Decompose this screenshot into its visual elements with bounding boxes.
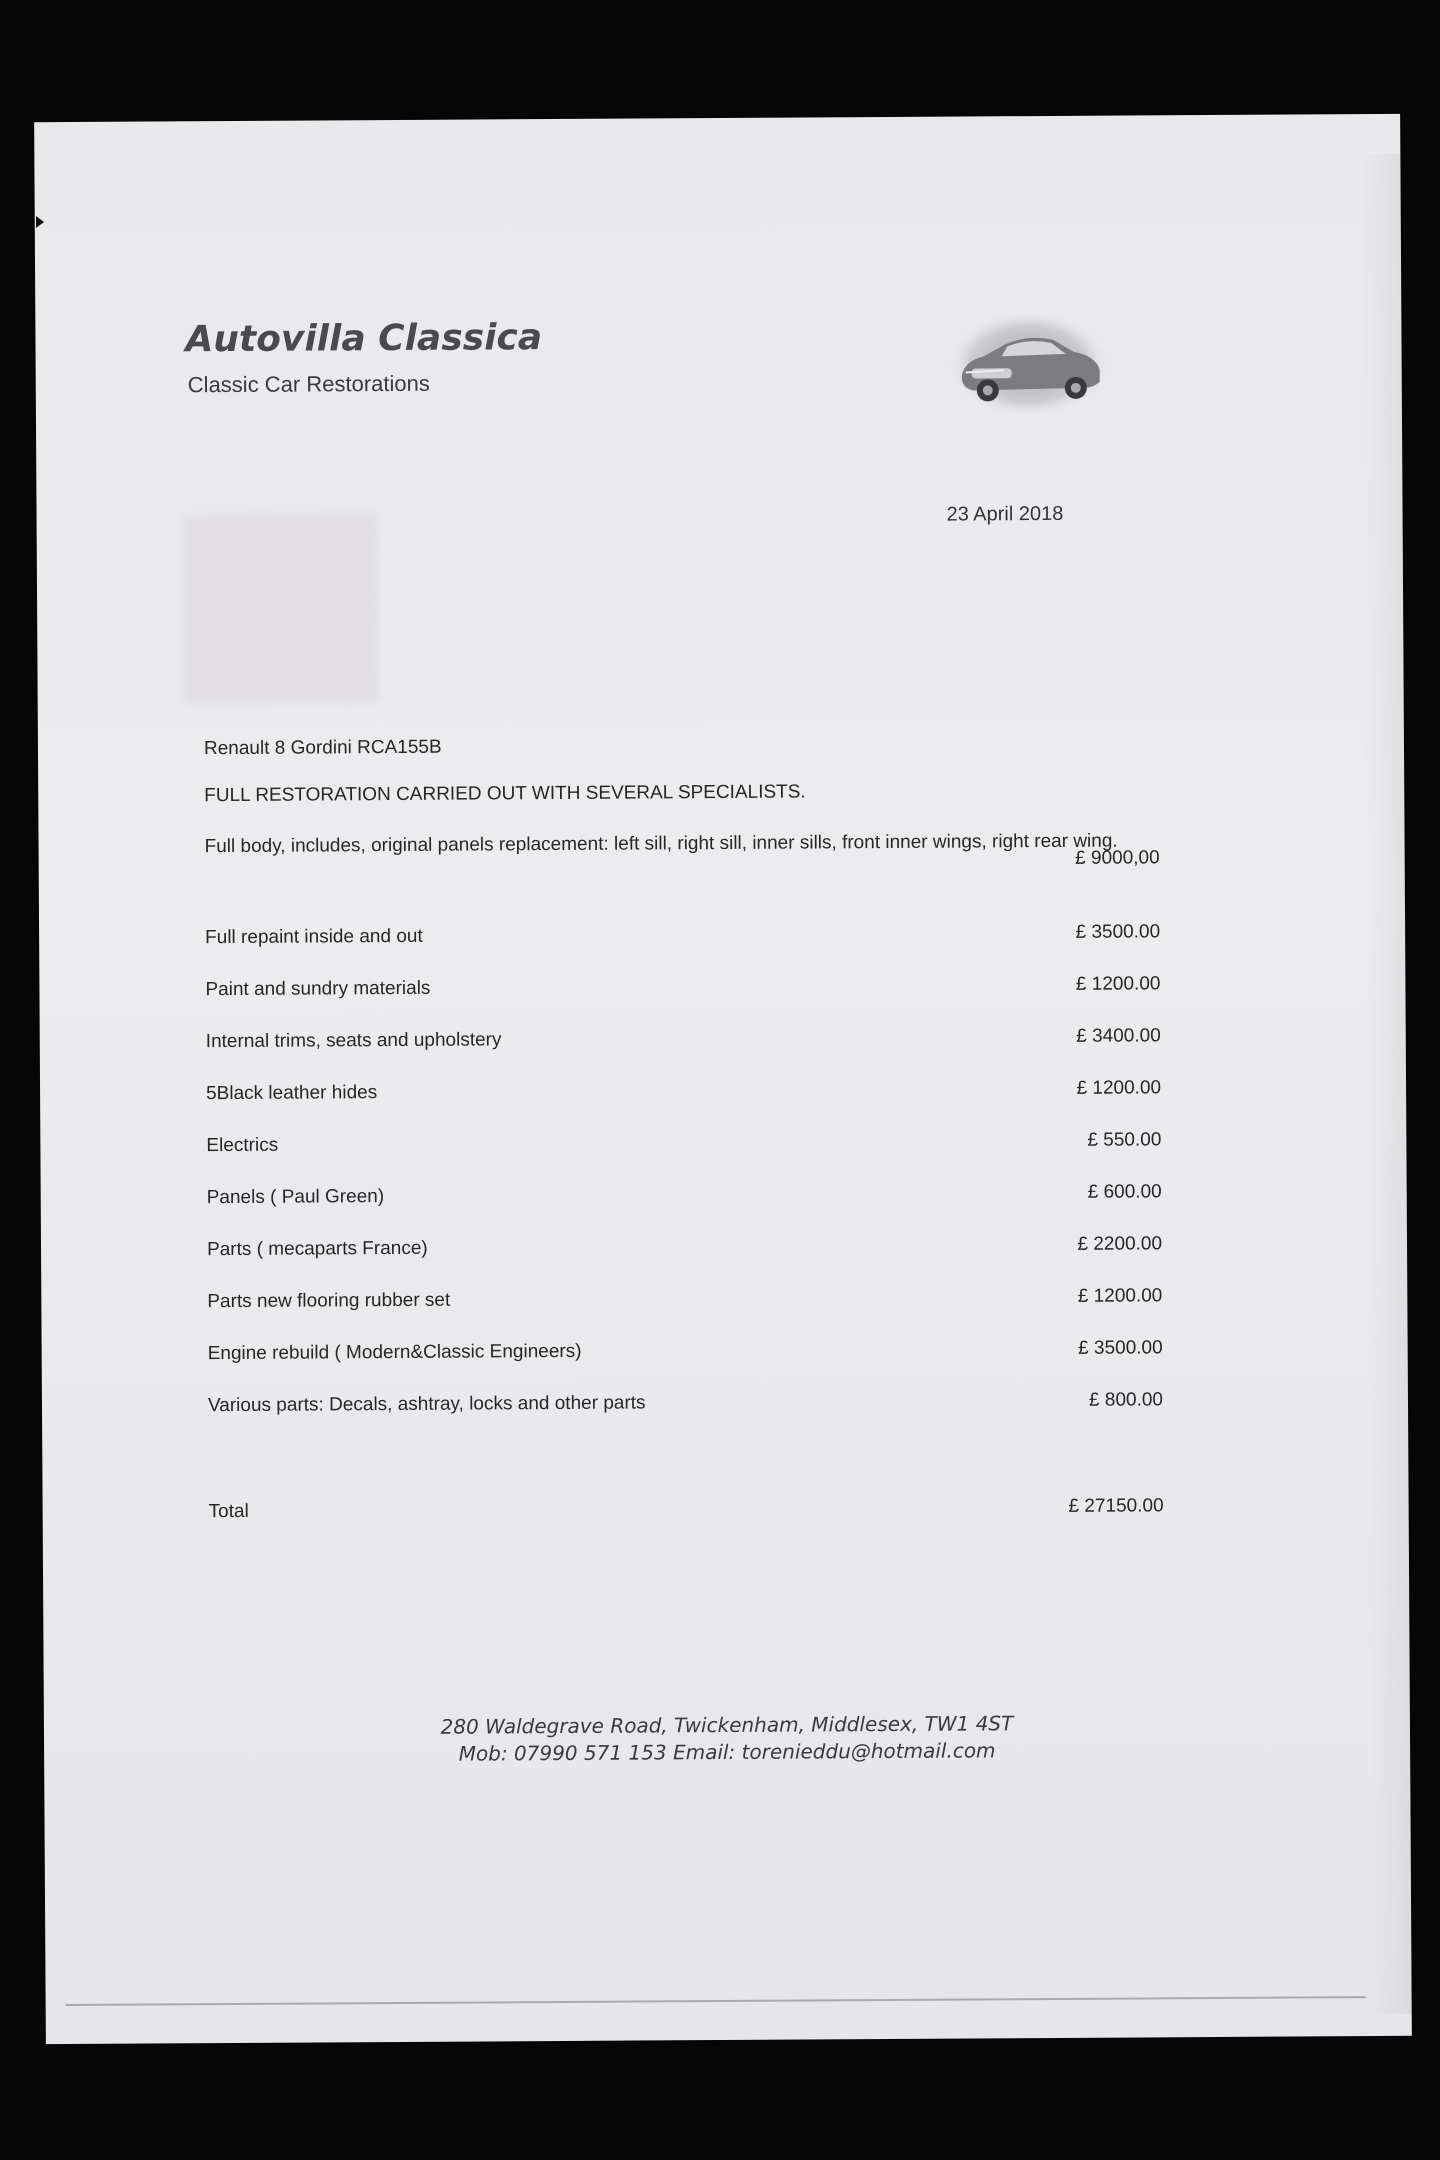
company-subtitle: Classic Car Restorations	[187, 370, 430, 398]
line-item-description: Parts ( mecaparts France)	[206, 1237, 428, 1261]
line-item-description: Paint and sundry materials	[205, 977, 431, 1001]
line-item-amount: £ 1200.00	[1076, 1077, 1162, 1099]
line-item	[204, 825, 1159, 891]
line-item-description: Engine rebuild ( Modern&Classic Engineers)	[207, 1340, 582, 1365]
line-item	[205, 973, 1160, 1009]
bottom-rule	[66, 1996, 1366, 2006]
line-item	[206, 1129, 1161, 1165]
line-item-description: Panels ( Paul Green)	[206, 1186, 385, 1209]
line-item-amount: £ 600.00	[1087, 1181, 1162, 1203]
margin-marker	[36, 216, 44, 228]
line-item-amount: £ 2200.00	[1077, 1233, 1163, 1255]
total-amount: £ 27150.00	[1068, 1495, 1164, 1517]
line-item	[208, 1337, 1163, 1373]
line-item-description: Various parts: Decals, ashtray, locks and other parts	[207, 1392, 646, 1417]
line-item-amount: £ 3500.00	[1078, 1337, 1163, 1359]
restoration-heading: FULL RESTORATION CARRIED OUT WITH SEVERAL SPECIALISTS.	[204, 781, 806, 807]
line-item-amount: £ 3500.00	[1075, 921, 1161, 943]
line-item	[207, 1285, 1162, 1321]
line-item-amount: £ 1200.00	[1075, 973, 1161, 995]
line-item	[205, 921, 1160, 957]
line-item	[207, 1181, 1162, 1217]
invoice-paper	[34, 114, 1412, 2044]
total-label: Total	[208, 1500, 249, 1523]
line-item	[207, 1233, 1162, 1269]
line-item-description: Full repaint inside and out	[205, 925, 423, 949]
redacted-address-block	[183, 513, 380, 704]
footer-address: 280 Waldegrave Road, Twickenham, Middlesex, TW1 4ST	[440, 1711, 1014, 1739]
line-item-amount: £ 1200.00	[1077, 1285, 1163, 1307]
line-item	[206, 1077, 1161, 1113]
line-item-description: Parts new flooring rubber set	[207, 1289, 451, 1313]
vehicle-name: Renault 8 Gordini RCA155B	[203, 736, 442, 760]
line-item	[208, 1389, 1163, 1425]
footer-contact: Mob: 07990 571 153 Email: torenieddu@hotmail.com	[458, 1738, 996, 1766]
line-item-amount: £ 9000,00	[1075, 847, 1160, 869]
line-item-description: Electrics	[206, 1134, 279, 1157]
line-item-description: 5Black leather hides	[206, 1082, 378, 1105]
line-item-amount: £ 800.00	[1088, 1389, 1164, 1411]
classic-car-icon	[943, 306, 1114, 423]
company-name: Autovilla Classica	[185, 317, 543, 361]
line-item-amount: £ 3400.00	[1076, 1025, 1161, 1047]
line-item-amount: £ 550.00	[1087, 1129, 1162, 1151]
line-item-description: Full body, includes, original panels replacement: left sill, right sill, inner sills, front inner wings, right rear wing.	[204, 830, 1118, 858]
total-row	[209, 1495, 1164, 1531]
invoice-date: 23 April 2018	[946, 502, 1064, 526]
line-item	[206, 1025, 1161, 1061]
line-item-description: Internal trims, seats and upholstery	[205, 1029, 502, 1053]
